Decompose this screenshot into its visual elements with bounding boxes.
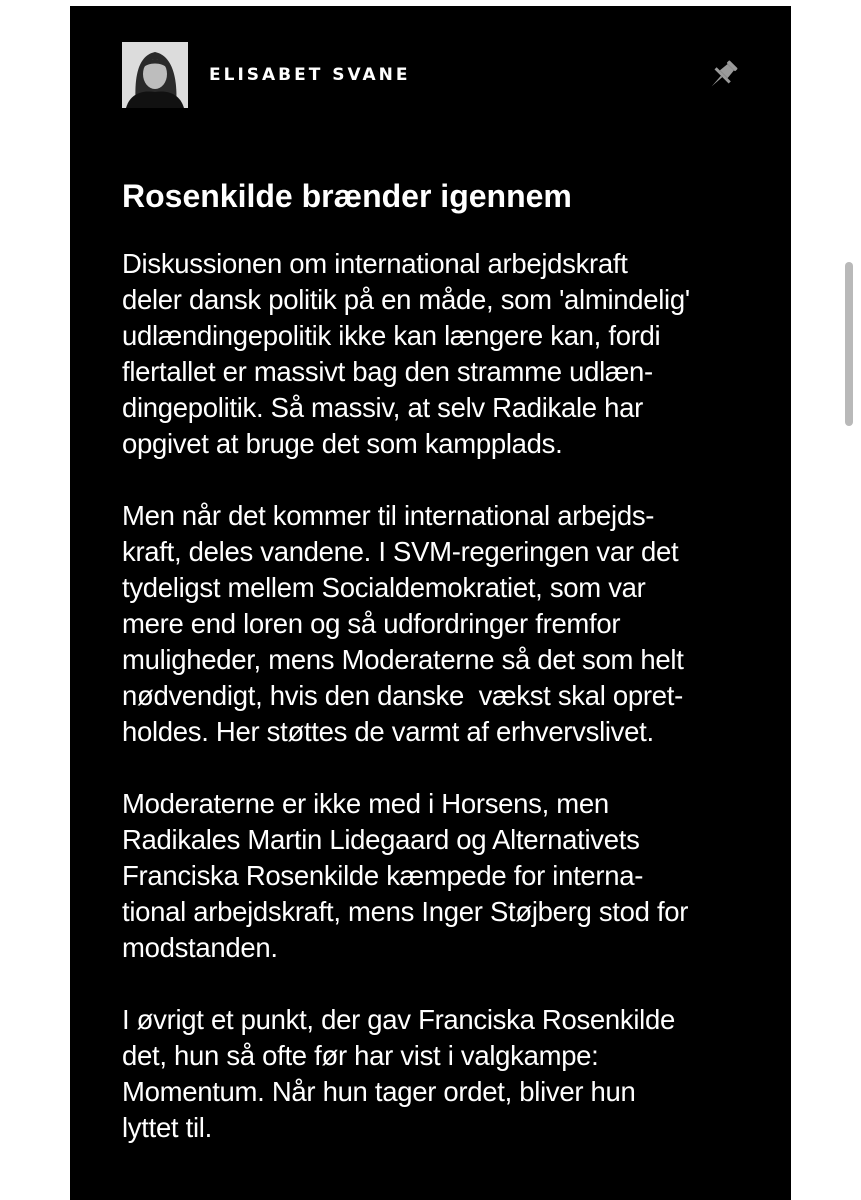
text-line: mere end loren og så udfordringer fremfor	[122, 608, 621, 639]
text-line: nødvendigt, hvis den danske vækst skal opret-	[122, 680, 683, 711]
text-line: det, hun så ofte før har vist i valgkampe:	[122, 1040, 599, 1071]
text-line: modstanden.	[122, 932, 278, 963]
article-body	[122, 246, 762, 1182]
pushpin-icon[interactable]	[703, 55, 743, 95]
text-line: tional arbejdskraft, mens Inger Støjberg stod for	[122, 896, 689, 927]
scrollbar-thumb[interactable]	[845, 262, 853, 426]
text-line: udlændingepolitik ikke kan længere kan, fordi	[122, 320, 661, 351]
text-line: flertallet er massivt bag den stramme udlæn-	[122, 356, 653, 387]
paragraph-1	[122, 246, 762, 462]
text-line: muligheder, mens Moderaterne så det som helt	[122, 644, 684, 675]
author-name[interactable]: ELISABET SVANE	[209, 65, 411, 85]
text-line: Moderaterne er ikke med i Horsens, men	[122, 788, 609, 819]
text-line: Diskussionen om international arbejdskraft	[122, 248, 628, 279]
text-line: dingepolitik. Så massiv, at selv Radikale har	[122, 392, 643, 423]
text-line: lyttet til.	[122, 1112, 212, 1143]
text-line: tydeligst mellem Socialdemokratiet, som var	[122, 572, 646, 603]
text-line: Franciska Rosenkilde kæmpede for interna-	[122, 860, 644, 891]
author-portrait-icon	[122, 42, 188, 108]
post-card	[70, 6, 791, 1200]
text-line: I øvrigt et punkt, der gav Franciska Rosenkilde	[122, 1004, 675, 1035]
text-line: Men når det kommer til international arbejds-	[122, 500, 655, 531]
article-title: Rosenkilde brænder igennem	[122, 178, 572, 214]
text-line: Momentum. Når hun tager ordet, bliver hun	[122, 1076, 636, 1107]
text-line: Radikales Martin Lidegaard og Alternativets	[122, 824, 640, 855]
paragraph-2	[122, 498, 762, 750]
text-line: deler dansk politik på en måde, som 'almindelig'	[122, 284, 690, 315]
paragraph-4	[122, 1002, 762, 1146]
paragraph-3	[122, 786, 762, 966]
text-line: kraft, deles vandene. I SVM-regeringen var det	[122, 536, 679, 567]
author-avatar[interactable]	[122, 42, 188, 108]
text-line: holdes. Her støttes de varmt af erhvervslivet.	[122, 716, 654, 747]
text-line: opgivet at bruge det som kampplads.	[122, 428, 563, 459]
